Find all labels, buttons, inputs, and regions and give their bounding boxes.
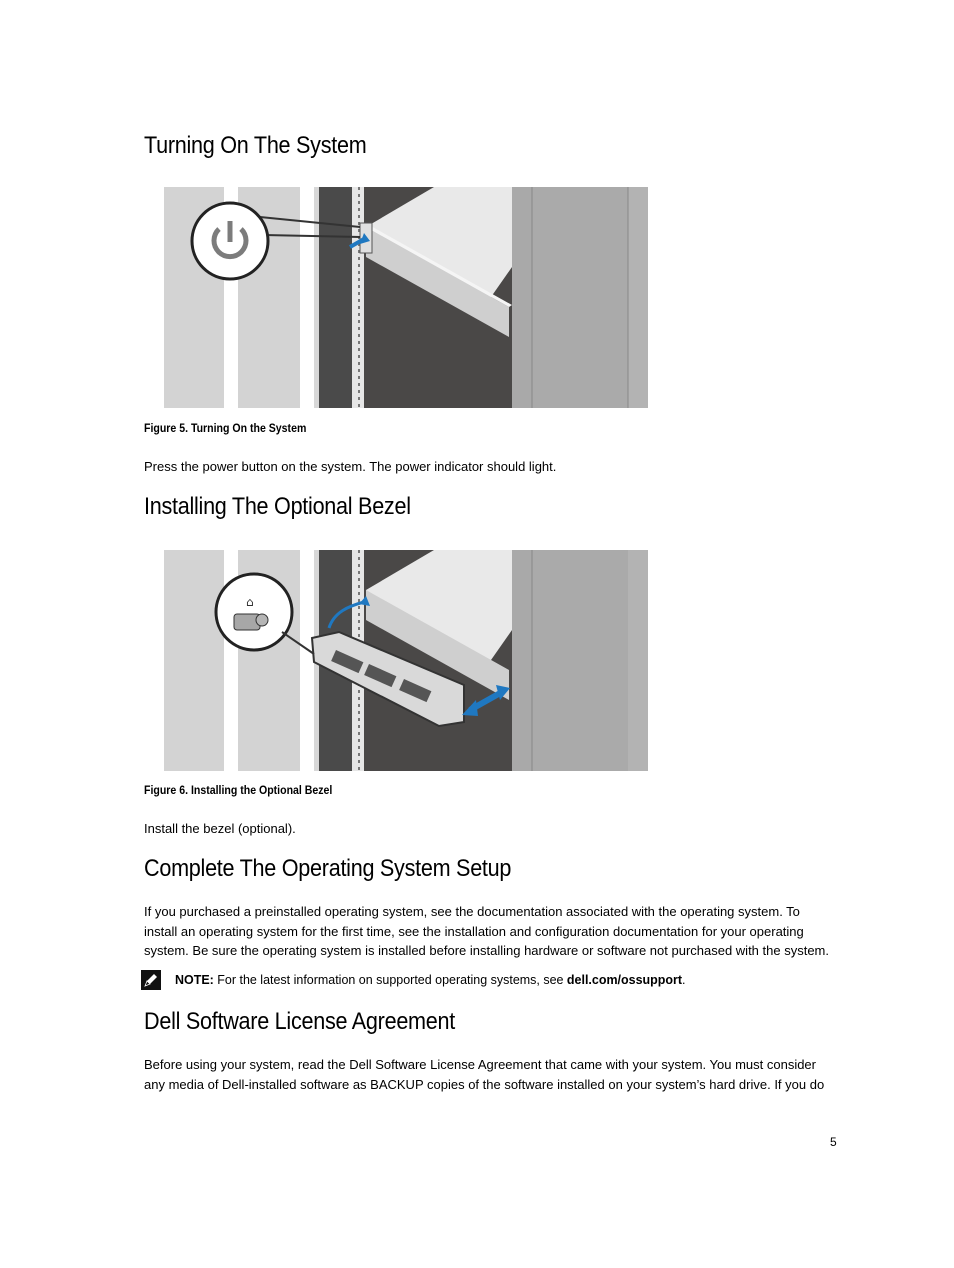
ossupport-link[interactable]: dell.com/ossupport [566,972,683,987]
figure-6-bezel-illustration [164,550,648,771]
license-line: any media of Dell-installed software as BACKUP copies of the software installed on your system’s hard drive. If you do [144,1076,825,1092]
os-setup-line: install an operating system for the first time, see the installation and configuration documentation for your operating [144,923,804,939]
figure-5-power-illustration [164,187,648,408]
bezel-instruction: Install the bezel (optional). [144,821,296,836]
note-text [175,970,686,989]
os-setup-paragraph [144,902,844,961]
license-paragraph [144,1055,844,1094]
license-line: Before using your system, read the Dell Software License Agreement that came with your system. You must consider [144,1057,816,1072]
svg-text:⌂: ⌂ [246,595,254,609]
page-number: 5 [830,1135,837,1149]
heading-turning-on: Turning On The System [144,132,367,159]
heading-license: Dell Software License Agreement [144,1008,456,1035]
pencil-note-icon [141,970,161,990]
figure-6-caption: Figure 6. Installing the Optional Bezel [144,783,333,797]
heading-bezel: Installing The Optional Bezel [144,493,411,520]
power-instruction: Press the power button on the system. The power indicator should light. [144,459,557,474]
note-block [141,970,861,994]
os-setup-line: If you purchased a preinstalled operating system, see the documentation associated with the operating system. To [144,904,800,919]
figure-5-caption: Figure 5. Turning On the System [144,421,307,435]
note-end: . [682,972,686,987]
heading-os-setup: Complete The Operating System Setup [144,855,512,882]
note-body: For the latest information on supported operating systems, see [213,972,567,987]
note-label: NOTE: [175,972,214,987]
os-setup-line: system. Be sure the operating system is installed before installing hardware or software not purchased with the system. [144,943,829,958]
